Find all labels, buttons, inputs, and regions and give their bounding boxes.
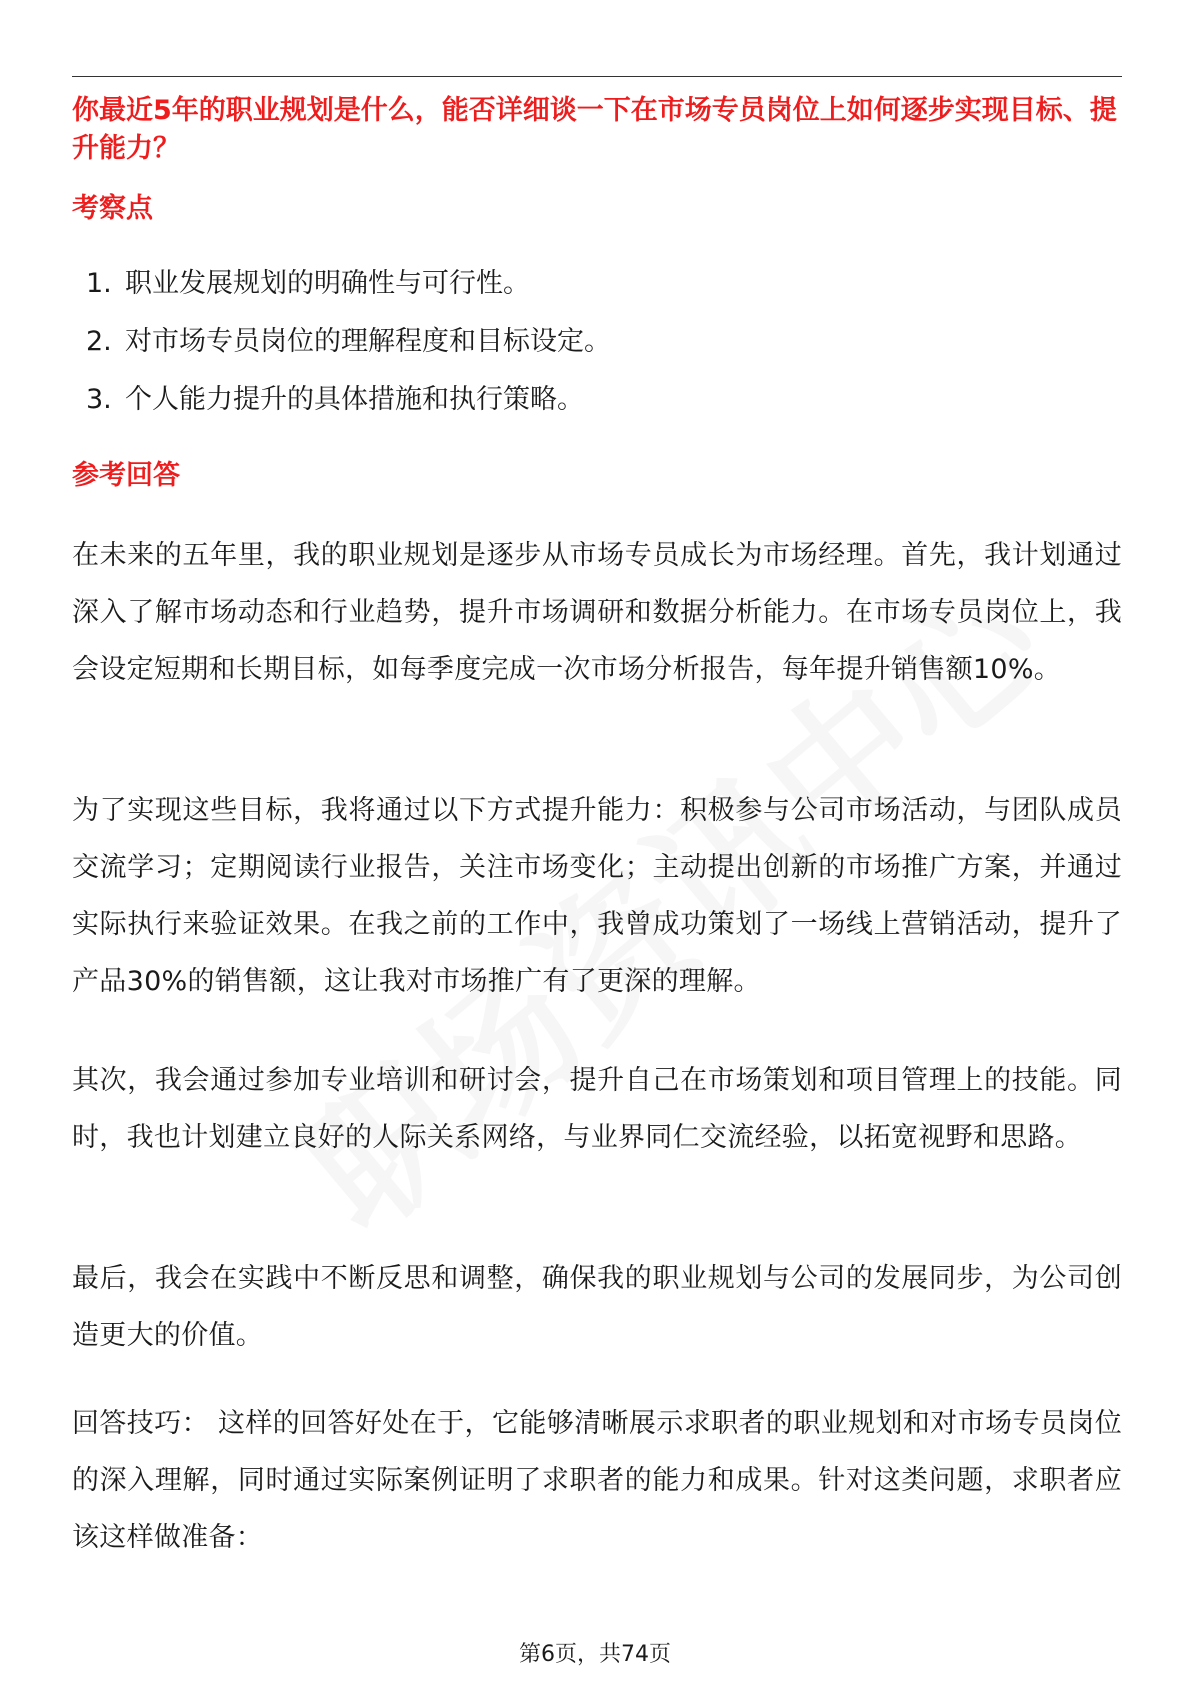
answer-heading: 参考回答: [72, 460, 180, 491]
question-title: 你最近5年的职业规划是什么，能否详细谈一下在市场专员岗位上如何逐步实现目标、提升能力？: [72, 95, 1117, 164]
answer-paragraph: 为了实现这些目标，我将通过以下方式提升能力：积极参与公司市场活动，与团队成员交流学习；定期阅读行业报告，关注市场变化；主动提出创新的市场推广方案，并通过实际执行来验证效果。在我之前的工作中，我曾成功策划了一场线上营销活动，提升了产品30%的销售额，这让我对市场推广有了更深的理解。: [72, 795, 1122, 997]
answer-paragraph: 其次，我会通过参加专业培训和研讨会，提升自己在市场策划和项目管理上的技能。同时，我也计划建立良好的人际关系网络，与业界同仁交流经验，以拓宽视野和思路。: [72, 1065, 1122, 1153]
list-item: [72, 381, 1122, 439]
document-page: [72, 0, 1122, 1684]
list-item-number: 1.: [86, 268, 112, 299]
list-item: [72, 265, 1122, 323]
points-heading: 考察点: [72, 193, 153, 224]
list-item-number: 2.: [86, 326, 112, 357]
list-item-text: 对市场专员岗位的理解程度和目标设定。: [125, 326, 611, 357]
list-item-text: 个人能力提升的具体措施和执行策略。: [125, 384, 584, 415]
points-list: [72, 265, 1122, 439]
answer-paragraph: 最后，我会在实践中不断反思和调整，确保我的职业规划与公司的发展同步，为公司创造更大的价值。: [72, 1263, 1122, 1351]
answer-paragraph: 在未来的五年里，我的职业规划是逐步从市场专员成长为市场经理。首先，我计划通过深入了解市场动态和行业趋势，提升市场调研和数据分析能力。在市场专员岗位上，我会设定短期和长期目标，如每季度完成一次市场分析报告，每年提升销售额10%。: [72, 540, 1122, 685]
list-item: [72, 323, 1122, 381]
list-item-number: 3.: [86, 384, 112, 415]
top-divider: [72, 76, 1122, 77]
tips-paragraph: 回答技巧： 这样的回答好处在于，它能够清晰展示求职者的职业规划和对市场专员岗位的深入理解，同时通过实际案例证明了求职者的能力和成果。针对这类问题，求职者应该这样做准备：: [72, 1408, 1122, 1553]
page-number: 第6页，共74页: [519, 1642, 671, 1667]
list-item-text: 职业发展规划的明确性与可行性。: [125, 268, 530, 299]
